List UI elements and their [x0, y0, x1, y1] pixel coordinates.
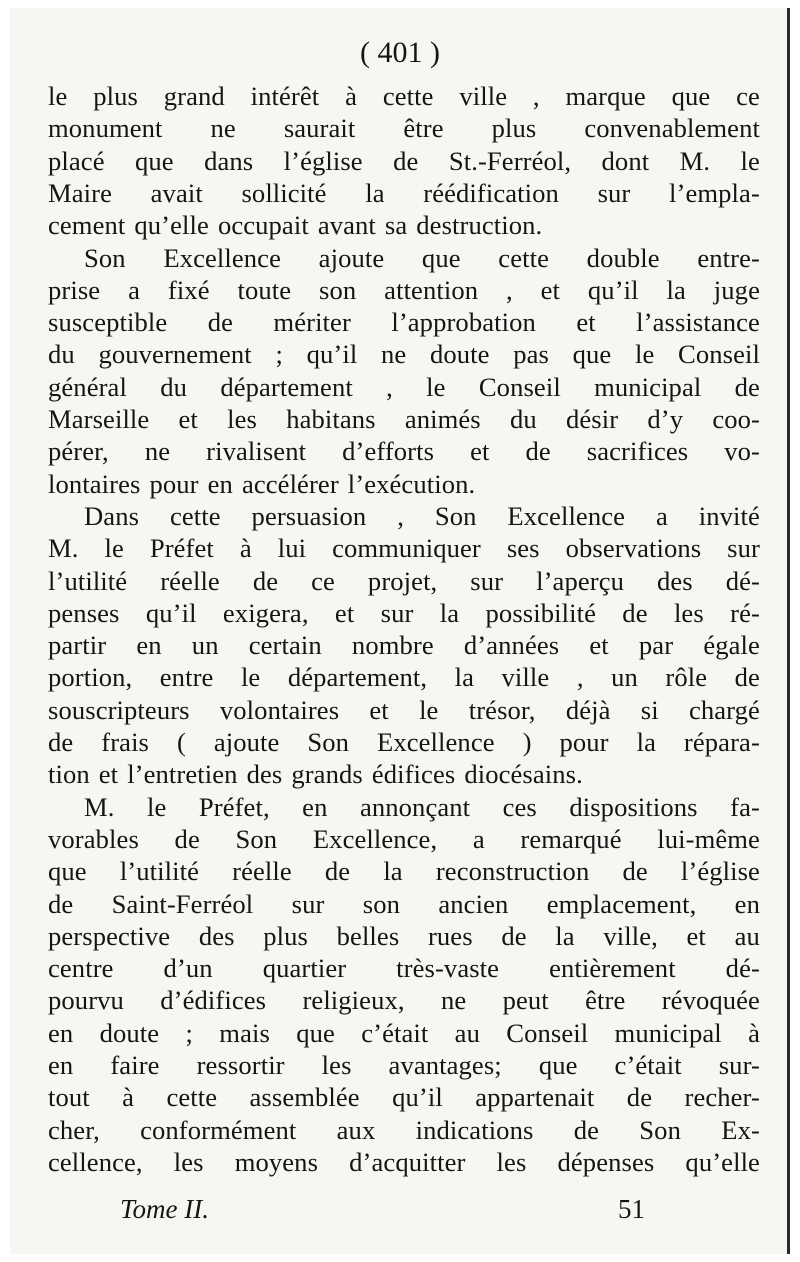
text-line: Marseille et les habitans animés du désir d’y coo- — [48, 404, 760, 434]
text-line: susceptible de mériter l’approbation et l’assistance — [48, 307, 760, 338]
text-line: cher, conformément aux indications de Son Ex- — [48, 1114, 760, 1145]
text-line: de Saint-Ferréol sur son ancien emplacement, en — [48, 888, 760, 919]
page-number: ( 401 ) — [360, 36, 440, 69]
text-line: centre d’un quartier très-vaste entièrement dé- — [48, 953, 760, 984]
text-line: le plus grand intérêt à cette ville , marque que ce — [48, 81, 760, 111]
text-line: partir en un certain nombre d’années et par égale — [48, 630, 760, 661]
text-line: placé que dans l’église de St.-Ferréol, dont M. le — [48, 145, 760, 176]
text-line: monument ne saurait être plus convenablement — [48, 113, 760, 144]
text-line: du gouvernement ; qu’il ne doute pas que le Conseil — [48, 339, 760, 370]
text-line: l’utilité réelle de ce projet, sur l’aperçu des dé- — [48, 565, 760, 596]
text-line: prise a fixé toute son attention , et qu’il la juge — [48, 274, 760, 305]
text-line: en doute ; mais que c’était au Conseil municipal à — [48, 1017, 760, 1048]
text-line: général du département , le Conseil municipal de — [48, 371, 760, 402]
text-line: perspective des plus belles rues de la ville, et au — [48, 920, 760, 951]
text-line: souscripteurs volontaires et le trésor, déjà si chargé — [48, 694, 760, 725]
page-footer — [120, 1194, 645, 1225]
volume-label: Tome II. — [120, 1194, 210, 1224]
text-line: M. le Préfet à lui communiquer ses observations sur — [48, 533, 760, 564]
text-line: vorables de Son Excellence, a remarqué lui-même — [48, 823, 760, 854]
text-line: portion, entre le département, la ville , un rôle de — [48, 662, 760, 693]
text-line: M. le Préfet, en annonçant ces dispositions fa- — [84, 791, 760, 822]
text-line: Son Excellence ajoute que cette double entre- — [84, 242, 760, 273]
text-line: tion et l’entretien des grands édifices diocésains. — [48, 759, 583, 790]
text-line: tout à cette assemblée qu’il appartenait de recher- — [48, 1082, 760, 1113]
text-line: penses qu’il exigera, et sur la possibilité de les ré- — [48, 597, 760, 628]
text-line: pourvu d’édifices religieux, ne peut être révoquée — [48, 985, 760, 1016]
text-line: Dans cette persuasion , Son Excellence a invité — [84, 500, 760, 531]
text-line: pérer, ne rivalisent d’efforts et de sacrifices vo- — [48, 436, 760, 467]
signature-mark: 51 — [618, 1194, 645, 1224]
text-line: Maire avait sollicité la réédification sur l’empla- — [48, 177, 760, 208]
text-line: cellence, les moyens d’acquitter les dépenses qu’elle — [48, 1146, 760, 1177]
text-line: en faire ressortir les avantages; que c’était sur- — [48, 1050, 760, 1080]
text-line: lontaires pour en accélérer l’exécution. — [48, 468, 476, 499]
text-line: cement qu’elle occupait avant sa destruction. — [48, 210, 543, 241]
text-line: que l’utilité réelle de la reconstruction de l’église — [48, 856, 760, 887]
text-line: de frais ( ajoute Son Excellence ) pour la répara- — [48, 727, 760, 757]
book-page — [10, 8, 790, 1254]
